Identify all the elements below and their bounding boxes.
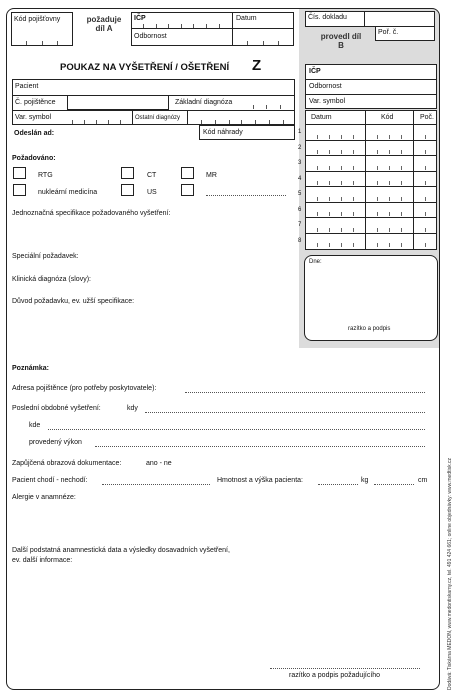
table-cell-tick <box>389 166 390 170</box>
table-cell-tick <box>425 228 426 232</box>
table-row[interactable] <box>305 140 437 156</box>
kdy-label: kdy <box>127 405 138 412</box>
provedeny-line[interactable] <box>95 446 425 447</box>
table-cell-tick <box>377 166 378 170</box>
table-row-number: 8 <box>298 237 302 244</box>
datum-label: Datum <box>236 15 257 22</box>
odbornost-label: Odbornost <box>134 33 167 40</box>
table-cell-tick <box>401 150 402 154</box>
table-cell-tick <box>317 150 318 154</box>
table-cell-tick <box>329 150 330 154</box>
part-b-title: provedl díl B <box>320 32 362 50</box>
table-row[interactable] <box>305 124 437 140</box>
ostatni-diagnozy-label: Ostatní diagnózy <box>135 115 181 121</box>
table-row[interactable] <box>305 217 437 233</box>
table-cell-tick <box>401 243 402 247</box>
table-cell-tick <box>317 135 318 139</box>
table-cell-tick <box>389 197 390 201</box>
c-pojistence-field[interactable] <box>67 95 169 110</box>
var-symbol-label: Var. symbol <box>15 114 52 121</box>
table-cell-tick <box>425 166 426 170</box>
table-cell-tick <box>401 135 402 139</box>
part-a-title: požaduje díl A <box>86 15 122 33</box>
kod-nahrady-label: Kód náhrady <box>203 129 243 136</box>
dalsi2-label: ev. další informace: <box>12 557 73 564</box>
us-label: US <box>147 189 157 196</box>
pacient-label: Pacient <box>15 83 39 90</box>
table-cell-tick <box>317 181 318 185</box>
c-pojistence-label: Č. pojištěnce <box>15 99 56 106</box>
table-row-number: 1 <box>298 129 302 135</box>
adresa-line[interactable] <box>185 392 425 393</box>
table-cell-tick <box>353 181 354 185</box>
table-cell-tick <box>377 243 378 247</box>
table-cell-tick <box>353 166 354 170</box>
table-cell-tick <box>329 135 330 139</box>
table-cell-tick <box>341 150 342 154</box>
table-cell-tick <box>341 212 342 216</box>
kod-pojistovny-label: Kód pojišťovny <box>14 16 61 23</box>
alergie-label: Alergie v anamnéze: <box>12 494 76 501</box>
table-cell-tick <box>425 150 426 154</box>
table-cell-tick <box>401 228 402 232</box>
table-row[interactable] <box>305 233 437 249</box>
other-checkbox[interactable] <box>181 184 194 196</box>
table-cell-tick <box>377 197 378 201</box>
cm-line[interactable] <box>374 484 414 485</box>
table-cell-tick <box>377 228 378 232</box>
table-header-datum: Datum <box>311 114 332 121</box>
table-cell-tick <box>317 166 318 170</box>
provedeny-label: provedený výkon <box>29 439 82 446</box>
table-row-number: 7 <box>298 222 302 228</box>
kod-pojistovny-ticks <box>11 40 73 45</box>
var-symbol-divider <box>132 110 133 125</box>
right-line-2 <box>305 94 437 95</box>
table-cell-tick <box>353 243 354 247</box>
table-cell-tick <box>425 197 426 201</box>
table-cell-tick <box>341 181 342 185</box>
kg-label: kg <box>361 477 369 484</box>
zapujcena-label: Zapůjčená obrazová dokumentace: <box>12 460 122 467</box>
signature-label: razítko a podpis požadujícího <box>289 672 381 679</box>
table-cell-tick <box>329 243 330 247</box>
table-row[interactable] <box>305 202 437 218</box>
nuklearni-label: nukleární medicína <box>38 189 98 196</box>
table-cell-tick <box>389 150 390 154</box>
cis-dokladu-divider <box>364 11 365 27</box>
table-row-number: 2 <box>298 144 302 151</box>
other-line[interactable] <box>206 195 286 196</box>
table-cell-tick <box>389 135 390 139</box>
table-row-number: 3 <box>298 160 302 166</box>
table-cell-tick <box>401 181 402 185</box>
table-cell-tick <box>425 212 426 216</box>
ct-label: CT <box>147 172 157 179</box>
rtg-checkbox[interactable] <box>13 167 26 179</box>
table-cell-tick <box>329 197 330 201</box>
adresa-label: Adresa pojištěnce (pro potřeby poskytovatele): <box>12 385 157 392</box>
table-cell-tick <box>401 166 402 170</box>
var-symbol-ticks <box>60 119 130 124</box>
specifikace-label: Jednoznačná specifikace požadovaného vyšetření: <box>12 210 171 217</box>
table-cell-tick <box>341 135 342 139</box>
table-cell-tick <box>377 150 378 154</box>
icp-label: IČP <box>134 15 146 22</box>
specialni-label: Speciální požadavek: <box>12 253 79 260</box>
table-cell-tick <box>353 135 354 139</box>
table-cell-tick <box>353 150 354 154</box>
table-cell-tick <box>353 212 354 216</box>
table-cell-tick <box>329 212 330 216</box>
kde-label: kde <box>29 422 41 429</box>
cm-label: cm <box>418 477 428 484</box>
table-cell-tick <box>389 243 390 247</box>
table-row-number: 4 <box>298 175 302 182</box>
ct-checkbox[interactable] <box>121 167 134 179</box>
table-row-number: 5 <box>298 191 302 197</box>
table-cell-tick <box>425 243 426 247</box>
side-text: Dodává: Tiskárna MEDON, www.medontiskarny.cz, tel. 491 424 661; online objednávky: www.medtisk.cz <box>447 458 453 690</box>
right-line-1 <box>305 79 437 80</box>
posledni-label: Poslední obdobné vyšetření: <box>12 405 101 412</box>
table-cell-tick <box>389 181 390 185</box>
table-row[interactable] <box>305 171 437 187</box>
pacient-chodi-line[interactable] <box>102 484 210 485</box>
table-row-number: 6 <box>298 206 302 213</box>
nuklearni-checkbox[interactable] <box>13 184 26 196</box>
table-cell-tick <box>341 243 342 247</box>
diagnoza-ticks <box>240 104 295 109</box>
form-title: POUKAZ NA VYŠETŘENÍ / OŠETŘENÍ <box>60 62 230 73</box>
table-cell-tick <box>341 166 342 170</box>
table-cell-tick <box>377 135 378 139</box>
table-row[interactable] <box>305 155 437 171</box>
hmotnost-label: Hmotnost a výška pacienta: <box>217 477 303 484</box>
right-var-symbol-label: Var. symbol <box>309 98 346 105</box>
table-cell-tick <box>329 166 330 170</box>
table-cell-tick <box>317 243 318 247</box>
signature-line[interactable] <box>270 668 420 669</box>
mr-checkbox[interactable] <box>181 167 194 179</box>
pozadovano-title: Požadováno: <box>12 155 56 162</box>
table-cell-tick <box>377 181 378 185</box>
duvod-label: Důvod požadavku, ev. užší specifikace: <box>12 298 135 305</box>
ostatni-ticks <box>187 119 295 124</box>
table-cell-tick <box>341 228 342 232</box>
table-cell-tick <box>329 228 330 232</box>
table-cell-tick <box>389 228 390 232</box>
odbornost-ticks <box>232 40 294 45</box>
table-cell-tick <box>353 197 354 201</box>
table-cell-tick <box>401 212 402 216</box>
table-header-kod: Kód <box>381 114 394 121</box>
ano-ne-label[interactable]: ano - ne <box>146 460 172 467</box>
table-cell-tick <box>317 212 318 216</box>
odeslan-ad-label: Odeslán ad: <box>14 130 55 137</box>
table-cell-tick <box>317 228 318 232</box>
table-cell-tick <box>401 197 402 201</box>
right-icp-label: IČP <box>309 68 321 75</box>
kde-line[interactable] <box>48 429 425 430</box>
kdy-line[interactable] <box>145 412 425 413</box>
klinicka-label: Klinická diagnóza (slovy): <box>12 276 91 283</box>
por-c-label: Poř. č. <box>378 29 399 36</box>
zakladni-diagnoza-label: Základní diagnóza <box>175 99 233 106</box>
table-cell-tick <box>389 212 390 216</box>
poznamka-title: Poznámka: <box>12 365 49 372</box>
rtg-label: RTG <box>38 172 53 179</box>
table-cell-tick <box>425 181 426 185</box>
table-cell-tick <box>353 228 354 232</box>
pacient-chodi-label: Pacient chodí - nechodí: <box>12 477 88 484</box>
table-cell-tick <box>317 197 318 201</box>
form-code: Z <box>252 57 262 74</box>
table-cell-tick <box>341 197 342 201</box>
us-checkbox[interactable] <box>121 184 134 196</box>
right-stamp-label: razítko a podpis <box>348 326 391 332</box>
cis-dokladu-label: Čís. dokladu <box>308 14 347 21</box>
table-cell-tick <box>329 181 330 185</box>
kg-line[interactable] <box>318 484 358 485</box>
dalsi-label: Další podstatná anamnestická data a výsledky dosavadních vyšetření, <box>12 547 230 554</box>
table-header-poc: Poč. <box>420 114 435 121</box>
right-odbornost-label: Odbornost <box>309 83 342 90</box>
dne-label: Dne: <box>309 259 322 265</box>
mr-label: MR <box>206 172 217 179</box>
table-row[interactable] <box>305 186 437 202</box>
table-cell-tick <box>377 212 378 216</box>
table-cell-tick <box>425 135 426 139</box>
patient-line-2 <box>12 110 295 111</box>
